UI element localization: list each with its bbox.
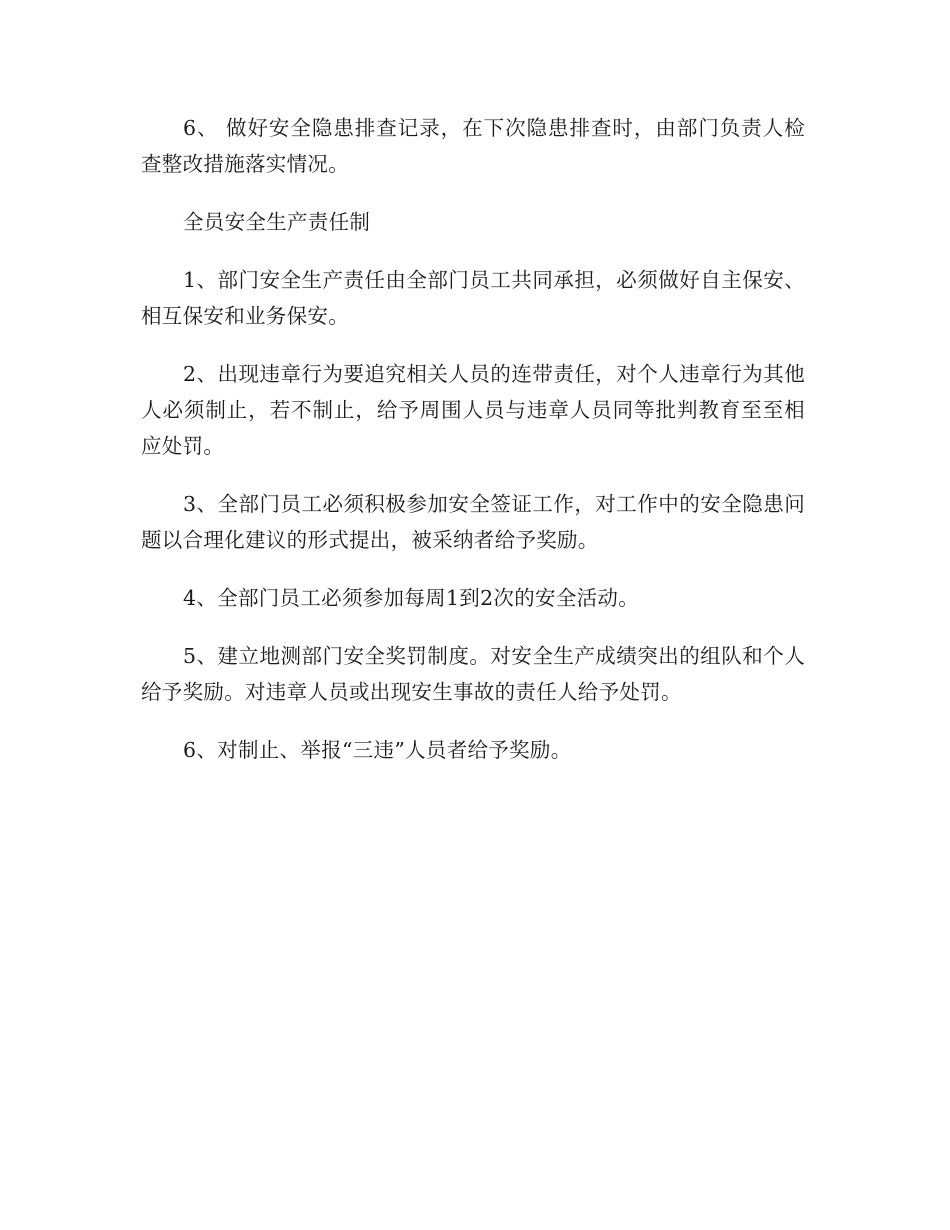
paragraph-item-5: 5、建立地测部门安全奖罚制度。对安全生产成绩突出的组队和个人给予奖励。对违章人员或出现安生事故的责任人给予处罚。 (141, 644, 805, 704)
section-heading: 全员安全生产责任制 (183, 210, 371, 234)
paragraph-item-2: 2、出现违章行为要追究相关人员的连带责任，对个人违章行为其他人必须制止，若不制止，给予周围人员与违章人员同等批判教育至至相应处罚。 (141, 362, 805, 458)
paragraph-item-1: 1、部门安全生产责任由全部门员工共同承担，必须做好自主保安、相互保安和业务保安。 (141, 268, 805, 328)
paragraph-item-6-record: 6、 做好安全隐患排查记录，在下次隐患排查时，由部门负责人检查整改措施落实情况。 (141, 116, 805, 176)
document-body (141, 110, 805, 790)
paragraph-item-4: 4、全部门员工必须参加每周1到2次的安全活动。 (183, 586, 640, 610)
paragraph-item-6: 6、对制止、举报“三违”人员者给予奖励。 (183, 738, 572, 762)
paragraph-item-3: 3、全部门员工必须积极参加安全签证工作，对工作中的安全隐患问题以合理化建议的形式提出，被采纳者给予奖励。 (141, 492, 805, 552)
